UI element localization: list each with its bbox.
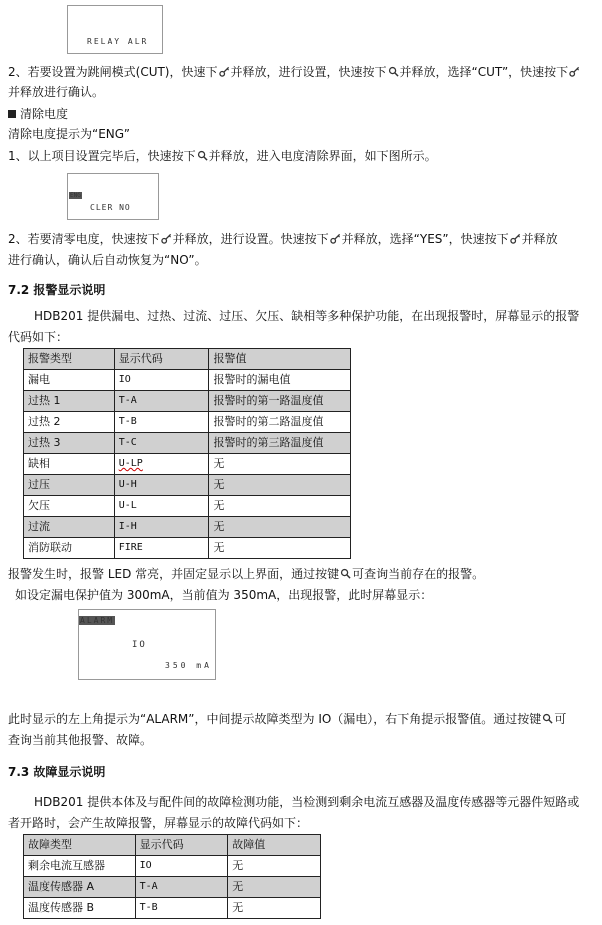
- table-cell: 漏电: [24, 370, 115, 391]
- table-cell: 过热 2: [24, 412, 115, 433]
- paragraph-7-2-line1: HDB201 提供漏电、过热、过流、过压、欠压、缺相等多种保护功能，在出现报警时，屏幕显示的报警: [34, 309, 580, 323]
- lcd-alarm-display: [78, 609, 216, 680]
- table-cell: 报警时的第一路温度值: [209, 391, 351, 412]
- table-cell: 消防联动: [24, 538, 115, 559]
- table-header: 显示代码: [114, 349, 209, 370]
- table-cell: 过压: [24, 475, 115, 496]
- table-header: 报警值: [209, 349, 351, 370]
- paragraph-eng-step1: 1、以上项目设置完毕后，快速按下 并释放，进入电度清除界面，如下图所示。: [8, 149, 437, 163]
- lcd-alarm-value: 350 mA: [165, 661, 212, 670]
- table-cell: 无: [209, 454, 351, 475]
- table-cell: IO: [135, 856, 228, 877]
- paragraph-7-3-line1: HDB201 提供本体及与配件间的故障检测功能，当检测到剩余电流互感器及温度传感器等元器件短路或: [34, 795, 580, 809]
- table-cell: 报警时的第三路温度值: [209, 433, 351, 454]
- heading-7-3: 7.3 故障显示说明: [8, 765, 106, 779]
- table-row: [24, 496, 351, 517]
- key-icon: [510, 233, 521, 244]
- table-cell: 温度传感器 A: [24, 877, 136, 898]
- eng-hint: 清除电度提示为“ENG”: [8, 127, 131, 141]
- table-cell: 温度传感器 B: [24, 898, 136, 919]
- lcd-eng-tag: ENG: [70, 192, 81, 199]
- table-header: 报警类型: [24, 349, 115, 370]
- paragraph-7-2-line2: 代码如下：: [8, 330, 69, 344]
- paragraph-eng-confirm: 进行确认，确认后自动恢复为“NO”。: [8, 253, 207, 267]
- table-cell: 缺相: [24, 454, 115, 475]
- table-row: [24, 433, 351, 454]
- table-cell: 过热 3: [24, 433, 115, 454]
- lcd-alarm-code: IO: [132, 640, 147, 650]
- paragraph-7-3-line2: 者开路时，会产生故障报警，屏幕显示的故障代码如下：: [8, 816, 309, 830]
- paragraph-example: 如设定漏电保护值为 300mA，当前值为 350mA，出现报警，此时屏幕显示：: [15, 588, 433, 602]
- lcd-eng-text: CLER NO: [90, 203, 131, 212]
- table-cell: 报警时的漏电值: [209, 370, 351, 391]
- table-cell: T-B: [114, 412, 209, 433]
- lcd-eng-display: [67, 173, 159, 220]
- key-icon: [569, 66, 580, 77]
- key-icon: [330, 233, 341, 244]
- table-cell: 无: [209, 538, 351, 559]
- section-clear-energy: 清除电度: [8, 106, 68, 122]
- square-bullet-icon: [8, 110, 16, 118]
- paragraph-after-alarm: 此时显示的左上角提示为“ALARM”，中间提示故障类型为 IO（漏电），右下角提示报警值。通过按键 可: [8, 712, 567, 726]
- table-row: [24, 391, 351, 412]
- table-row: [24, 517, 351, 538]
- table-cell: 无: [228, 856, 321, 877]
- table-cell: T-A: [114, 391, 209, 412]
- key-icon: [161, 233, 172, 244]
- lcd-relay-display: [67, 5, 163, 54]
- table-row: [24, 877, 321, 898]
- table-row: [24, 475, 351, 496]
- table-cell: 无: [209, 496, 351, 517]
- paragraph-eng-step2: 2、若要清零电度，快速按下 并释放，进行设置。快速按下 并释放，选择“YES”，快速按下 并释放: [8, 232, 558, 246]
- table-cell: 剩余电流互感器: [24, 856, 136, 877]
- paragraph-alarm-occurs: 报警发生时，报警 LED 常亮，并固定显示以上界面，通过按键 可查询当前存在的报警。: [8, 567, 485, 581]
- table-cell: 过热 1: [24, 391, 115, 412]
- table-cell: 过流: [24, 517, 115, 538]
- lcd-alarm-tag: ALARM: [80, 616, 115, 625]
- lcd-relay-text: RELAY ALR: [87, 37, 149, 46]
- table-cell: I-H: [114, 517, 209, 538]
- paragraph-cut-confirm: 并释放进行确认。: [8, 85, 105, 99]
- table-cell: T-A: [135, 877, 228, 898]
- table-row: [24, 856, 321, 877]
- table-cell: IO: [114, 370, 209, 391]
- table-row: [24, 370, 351, 391]
- table-header: 故障值: [228, 835, 321, 856]
- table-row: [24, 538, 351, 559]
- alarm-table: [23, 348, 351, 559]
- table-row: [24, 454, 351, 475]
- table-cell: 无: [228, 898, 321, 919]
- table-cell: T-C: [114, 433, 209, 454]
- search-icon: [388, 66, 399, 77]
- table-row: [24, 412, 351, 433]
- key-icon: [219, 66, 230, 77]
- table-cell: U-H: [114, 475, 209, 496]
- table-header: 显示代码: [135, 835, 228, 856]
- table-cell: 无: [209, 517, 351, 538]
- search-icon: [197, 150, 208, 161]
- heading-7-2: 7.2 报警显示说明: [8, 283, 106, 297]
- table-cell: FIRE: [114, 538, 209, 559]
- table-cell: 无: [209, 475, 351, 496]
- table-cell: 无: [228, 877, 321, 898]
- paragraph-cut-mode: 2、若要设置为跳闸模式(CUT)，快速下 并释放，进行设置，快速按下 并释放，选择“CUT”，快速按下: [8, 64, 581, 80]
- table-header-row: [24, 835, 321, 856]
- fault-table: [23, 834, 321, 919]
- table-cell: 报警时的第二路温度值: [209, 412, 351, 433]
- table-cell: T-B: [135, 898, 228, 919]
- table-header-row: [24, 349, 351, 370]
- table-cell: U-LP: [118, 458, 143, 469]
- paragraph-after-alarm-2: 查询当前其他报警、故障。: [8, 733, 153, 747]
- table-header: 故障类型: [24, 835, 136, 856]
- table-cell: U-L: [114, 496, 209, 517]
- search-icon: [340, 568, 351, 579]
- table-row: [24, 898, 321, 919]
- search-icon: [542, 713, 553, 724]
- table-cell: 欠压: [24, 496, 115, 517]
